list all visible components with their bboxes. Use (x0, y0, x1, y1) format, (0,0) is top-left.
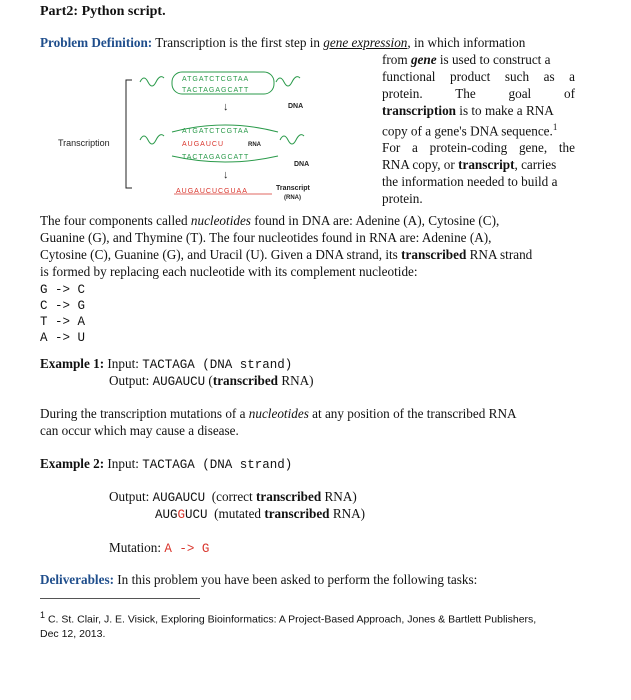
dna-mid-strand-1: ATGATCTCGTAA (182, 128, 250, 135)
example1-input-label: Input: (107, 356, 139, 371)
right-line-7: RNA copy, or transcript, carries (382, 157, 557, 173)
arrow-down-2: ↓ (223, 169, 229, 181)
transcript-sequence: AUGAUCUCGUAA (176, 188, 248, 195)
dna-top-strand-2: TACTAGAGCATT (182, 87, 250, 94)
footnote-ref: 1 (552, 122, 558, 132)
footnote-line2: Dec 12, 2013. (40, 627, 106, 640)
right-line-1: from gene is used to construct a (382, 52, 551, 67)
mutation-label: Mutation: (109, 540, 162, 555)
deliverables-line (40, 571, 477, 588)
mapping-t: T -> A (40, 315, 86, 329)
example2-label: Example 2: (40, 456, 105, 471)
transcript-label: Transcript (276, 185, 310, 192)
mutation-line1: During the transcription mutations of a nucleotides at any position of the transcribed RNA (40, 406, 517, 421)
right-line-2: functional product such as a (382, 69, 575, 84)
nucleotides-paragraph (40, 212, 532, 280)
complement-mapping-list (40, 282, 85, 346)
example1-output-desc: (transcribed RNA) (208, 373, 314, 388)
para1-line3: Cytosine (C), Guanine (G), and Uracil (U). Given a DNA strand, its transcribed RNA strand (40, 247, 533, 262)
problem-line1: Transcription is the first step in (155, 35, 320, 50)
transcription-diagram (40, 60, 376, 210)
dna-mid-strand-2: TACTAGAGCATT (182, 154, 250, 161)
diagram-transcription-label: Transcription (58, 138, 110, 148)
example2-input-label: Input: (107, 456, 139, 471)
transcript-sublabel: (RNA) (284, 195, 301, 201)
example1-input-value: TACTAGA (DNA strand) (142, 358, 293, 372)
para1-line1: The four components called nucleotides found in DNA are: Adenine (A), Cytosine (C), (40, 213, 500, 228)
problem-definition-line (40, 34, 525, 51)
arrow-down-1: ↓ (223, 101, 229, 113)
example2-out1-desc: (correct transcribed RNA) (208, 489, 357, 504)
mapping-c: C -> G (40, 299, 86, 313)
footnote-divider (40, 598, 200, 599)
right-line-9: protein. (382, 191, 423, 207)
dna-label-top: DNA (288, 103, 304, 110)
problem-right-column (382, 51, 575, 207)
footnote-mark: 1 (40, 610, 46, 620)
example2-input-value: TACTAGA (DNA strand) (142, 458, 293, 472)
gene-expression-term: gene expression (323, 35, 408, 50)
right-line-6: For a protein-coding gene, the (382, 140, 575, 156)
example1-label: Example 1: (40, 356, 105, 371)
rna-label: RNA (248, 142, 261, 148)
deliverables-text: In this problem you have been asked to perform the following tasks: (117, 572, 478, 587)
example2-out1-value: AUGAUCU (152, 491, 206, 505)
example2-out2-mut: G (177, 508, 186, 522)
deliverables-label: Deliverables: (40, 572, 114, 587)
mutation-line2: can occur which may cause a disease. (40, 423, 239, 438)
example2-out2-post: UCU (185, 508, 208, 522)
example2-output-label: Output: (109, 489, 150, 504)
example1-output-label: Output: (109, 373, 150, 388)
problem-line1-end: , in which information (407, 35, 526, 50)
right-line-8: the information needed to build a (382, 174, 558, 190)
mutation-line (109, 539, 209, 558)
example1-output-value: AUGAUCU (152, 375, 206, 389)
mutation-value: A -> G (164, 542, 210, 556)
mapping-a: A -> U (40, 331, 86, 345)
example2-input-line (40, 455, 292, 474)
problem-definition-label: Problem Definition: (40, 35, 153, 50)
diagram-bracket (126, 80, 132, 188)
rna-partial-strand: AUGAUCU (182, 141, 225, 148)
right-line-4: transcription is to make a RNA (382, 103, 554, 118)
example2-output-line2 (155, 505, 365, 524)
para1-line2: Guanine (G), and Thymine (T). The four nucleotides found in RNA are: Adenine (A), (40, 230, 492, 245)
para1-line4: is formed by replacing each nucleotide with its complement nucleotide: (40, 264, 418, 279)
footnote (40, 608, 600, 641)
example2-out2-desc: (mutated transcribed RNA) (210, 506, 366, 521)
page-heading: Part2: Python script. (40, 4, 166, 19)
dna-top-strand-1: ATGATCTCGTAA (182, 76, 250, 83)
example1-output-line (109, 372, 314, 391)
right-line-3: protein. The goal of (382, 86, 575, 101)
mapping-g: G -> C (40, 283, 86, 297)
footnote-line1: 1 C. St. Clair, J. E. Visick, Exploring Bioinformatics: A Project-Based Approach, Jones & Bartlett Publishers, (40, 610, 537, 626)
example2-out2-pre: AUG (155, 508, 178, 522)
dna-label-mid: DNA (294, 161, 310, 168)
mutation-paragraph (40, 405, 517, 439)
right-line-5: copy of a gene's DNA sequence.$^1$ (382, 122, 558, 139)
